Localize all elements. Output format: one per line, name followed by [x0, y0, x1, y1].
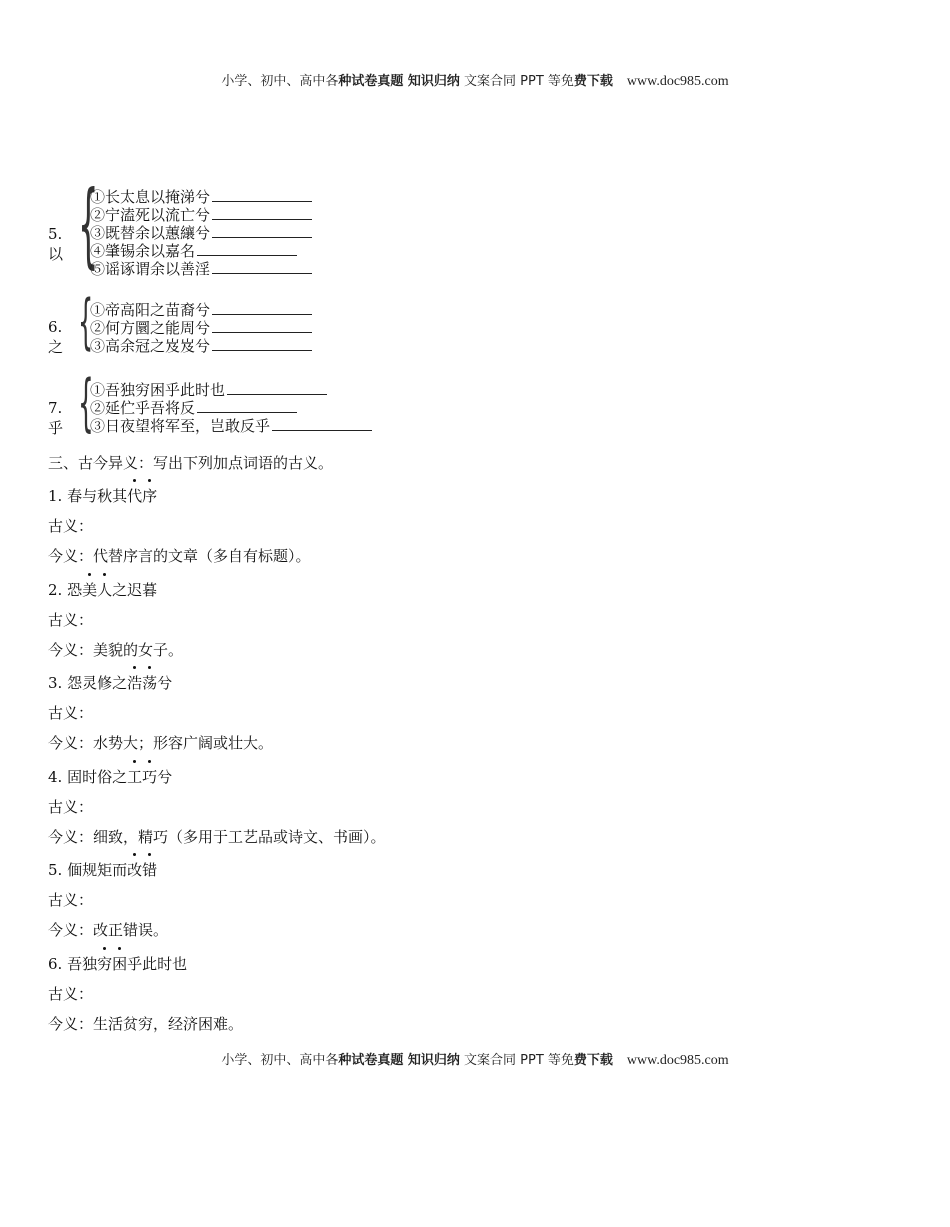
group-item: ②宁溘死以流亡兮: [90, 204, 312, 225]
group-item: ①帝高阳之苗裔兮: [90, 299, 312, 320]
footer-text-2: 种试卷真题: [338, 1053, 404, 1068]
header-text-5: 费下载: [573, 74, 613, 89]
dotted-char: 工: [127, 768, 143, 786]
group-item: ③既替余以蕙纕兮: [90, 222, 312, 243]
header-text-4: 文案合同 PPT 等免: [459, 74, 574, 89]
group-item: ⑤谣诼谓余以善淫: [90, 258, 312, 279]
dotted-char: 荡: [142, 674, 158, 692]
brace-icon: {: [78, 287, 94, 357]
answer-blank[interactable]: [197, 243, 297, 256]
group-label: 6. 之: [48, 318, 64, 356]
group-item: ①长太息以掩涕兮: [90, 186, 312, 207]
dotted-char: 改: [127, 861, 143, 879]
question-sentence: 2. 恐美人之迟暮: [48, 581, 158, 599]
question-sentence: 3. 怨灵修之浩荡兮: [48, 674, 173, 692]
answer-blank[interactable]: [212, 207, 312, 220]
modern-meaning: 今义：细致，精巧（多用于工艺品或诗文、书画）。: [48, 828, 386, 846]
brace-icon: {: [78, 366, 94, 439]
footer-text-5: 费下载: [573, 1053, 613, 1068]
modern-meaning: 今义：代替序言的文章（多自有标题）。: [48, 547, 311, 565]
dotted-char: 美: [82, 581, 98, 599]
dotted-char: 困: [112, 955, 128, 973]
group-item: ③高余冠之岌岌兮: [90, 335, 312, 356]
question-sentence: 6. 吾独穷困乎此时也: [48, 955, 188, 973]
dotted-char: 浩: [127, 674, 143, 692]
group-item: ①吾独穷困乎此时也: [90, 379, 327, 400]
dotted-char: 巧: [142, 768, 158, 786]
answer-blank[interactable]: [212, 302, 312, 315]
group-item: ④肇锡余以嘉名: [90, 240, 297, 261]
dotted-char: 代: [127, 487, 143, 505]
modern-meaning: 今义：水势大；形容广阔或壮大。: [48, 734, 274, 752]
ancient-meaning-label: 古义：: [48, 704, 94, 722]
footer-text-4: 文案合同 PPT 等免: [459, 1053, 574, 1068]
dotted-char: 序: [142, 487, 158, 505]
group-item: ②延伫乎吾将反: [90, 397, 297, 418]
dotted-char: 穷: [97, 955, 113, 973]
answer-blank[interactable]: [212, 261, 312, 274]
answer-blank[interactable]: [212, 189, 312, 202]
page-footer: [0, 1049, 950, 1069]
question-sentence: 1. 春与秋其代序: [48, 487, 158, 505]
answer-blank[interactable]: [212, 225, 312, 238]
header-text-1: 小学、初中、高中各: [221, 74, 339, 89]
section-title: 三、古今异义：写出下列加点词语的古义。: [48, 454, 334, 472]
header-text-3: 知识归纳: [403, 74, 460, 89]
modern-meaning: 今义：生活贫穷，经济困难。: [48, 1015, 244, 1033]
footer-url: www.doc985.com: [626, 1053, 729, 1068]
answer-blank[interactable]: [227, 382, 327, 395]
ancient-meaning-label: 古义：: [48, 611, 94, 629]
answer-blank[interactable]: [197, 400, 297, 413]
group-item: ③日夜望将军至，岂敢反乎: [90, 415, 372, 436]
brace-icon: {: [78, 171, 99, 278]
question-sentence: 4. 固时俗之工巧兮: [48, 768, 173, 786]
group-item: ②何方圜之能周兮: [90, 317, 312, 338]
header-url: www.doc985.com: [626, 74, 729, 89]
ancient-meaning-label: 古义：: [48, 517, 94, 535]
group-label: 5. 以: [48, 225, 64, 263]
header-text-2: 种试卷真题: [338, 74, 404, 89]
dotted-char: 错: [142, 861, 158, 879]
answer-blank[interactable]: [212, 320, 312, 333]
page-header: [0, 70, 950, 90]
footer-text-3: 知识归纳: [403, 1053, 460, 1068]
answer-blank[interactable]: [212, 338, 312, 351]
ancient-meaning-label: 古义：: [48, 798, 94, 816]
dotted-char: 人: [97, 581, 113, 599]
group-label: 7. 乎: [48, 399, 64, 437]
modern-meaning: 今义：美貌的女子。: [48, 641, 184, 659]
answer-blank[interactable]: [272, 418, 372, 431]
ancient-meaning-label: 古义：: [48, 985, 94, 1003]
question-sentence: 5. 偭规矩而改错: [48, 861, 158, 879]
modern-meaning: 今义：改正错误。: [48, 921, 169, 939]
ancient-meaning-label: 古义：: [48, 891, 94, 909]
footer-text-1: 小学、初中、高中各: [221, 1053, 339, 1068]
